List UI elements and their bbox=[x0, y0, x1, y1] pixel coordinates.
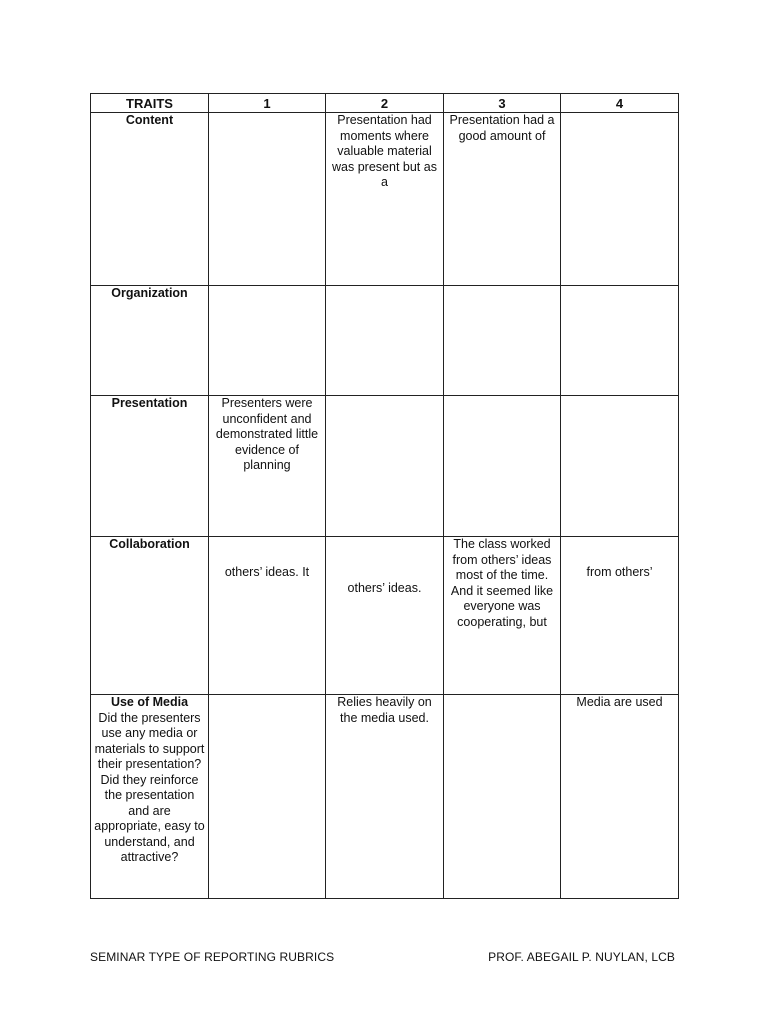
trait-name: Collaboration bbox=[109, 537, 190, 551]
media-score-4: Media are used bbox=[561, 695, 679, 899]
trait-cell-use-of-media bbox=[91, 695, 209, 899]
content-score-2: Presentation had moments where valuable material was present but as a bbox=[326, 113, 444, 286]
trait-name: Organization bbox=[111, 286, 188, 300]
trait-cell-collaboration bbox=[91, 537, 209, 695]
organization-score-4 bbox=[561, 286, 679, 396]
trait-cell-content bbox=[91, 113, 209, 286]
header-row bbox=[91, 94, 679, 113]
content-score-1 bbox=[209, 113, 326, 286]
row-use-of-media bbox=[91, 695, 679, 899]
row-organization bbox=[91, 286, 679, 396]
presentation-score-2 bbox=[326, 396, 444, 537]
row-content bbox=[91, 113, 679, 286]
header-score-2: 2 bbox=[326, 94, 444, 113]
row-collaboration bbox=[91, 537, 679, 695]
header-traits: TRAITS bbox=[91, 94, 209, 113]
trait-cell-presentation bbox=[91, 396, 209, 537]
header-score-4: 4 bbox=[561, 94, 679, 113]
content-score-4 bbox=[561, 113, 679, 286]
trait-name: Presentation bbox=[111, 396, 188, 410]
trait-cell-organization bbox=[91, 286, 209, 396]
collaboration-score-2: others’ ideas. bbox=[326, 537, 444, 695]
footer-author: PROF. ABEGAIL P. NUYLAN, LCB bbox=[488, 950, 675, 964]
media-score-3 bbox=[444, 695, 561, 899]
trait-name: Use of Media bbox=[110, 695, 189, 709]
content-score-3: Presentation had a good amount of bbox=[444, 113, 561, 286]
collaboration-score-4: from others’ bbox=[561, 537, 679, 695]
collaboration-score-1: others’ ideas. It bbox=[209, 537, 326, 695]
organization-score-2 bbox=[326, 286, 444, 396]
row-presentation bbox=[91, 396, 679, 537]
organization-score-1 bbox=[209, 286, 326, 396]
footer-document-title: SEMINAR TYPE OF REPORTING RUBRICS bbox=[90, 950, 335, 964]
media-score-2: Relies heavily on the media used. bbox=[326, 695, 444, 899]
presentation-score-1: Presenters were unconfident and demonstrated little evidence of planning bbox=[209, 396, 326, 537]
presentation-score-4 bbox=[561, 396, 679, 537]
header-score-1: 1 bbox=[209, 94, 326, 113]
trait-name: Content bbox=[125, 113, 174, 127]
rubric-table bbox=[90, 93, 679, 899]
presentation-score-3 bbox=[444, 396, 561, 537]
collaboration-score-3: The class worked from others’ ideas most of the time. And it seemed like everyone was cooperating, but bbox=[444, 537, 561, 695]
trait-description: Did the presenters use any media or materials to support their presentation? Did they reinforce the presentation and are appropriate, easy to understand, and attractive? bbox=[94, 710, 205, 864]
header-score-3: 3 bbox=[444, 94, 561, 113]
media-score-1 bbox=[209, 695, 326, 899]
organization-score-3 bbox=[444, 286, 561, 396]
